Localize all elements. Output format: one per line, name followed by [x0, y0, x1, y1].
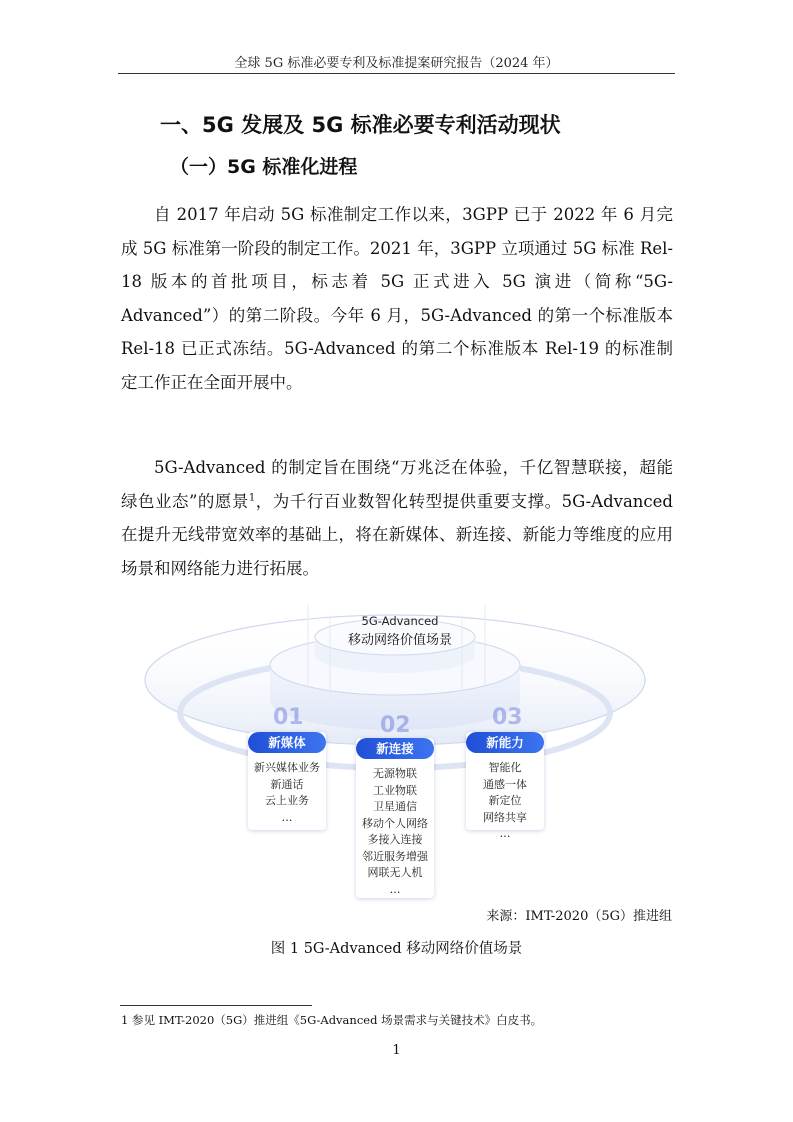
footnote: 1 参见 IMT-2020（5G）推进组《5G-Advanced 场景需求与关键技术》白皮书。: [121, 1013, 543, 1027]
card-new-connection: [356, 738, 434, 898]
list-item: …: [389, 882, 401, 896]
list-item: 网络共享: [483, 810, 527, 824]
card-number-02: 02: [380, 713, 411, 738]
list-item: 网联无人机: [367, 866, 423, 879]
figure-main-label: 移动网络价值场景: [347, 633, 452, 648]
card-title-new-media: 新媒体: [248, 732, 326, 753]
paragraph-5g-advanced: [121, 451, 673, 585]
list-item: 云上业务: [265, 794, 309, 807]
list-item: 移动个人网络: [362, 816, 428, 830]
figure-value-scenarios: [140, 605, 660, 900]
card-title-new-capability: 新能力: [466, 732, 544, 753]
figure-caption: 图 1 5G-Advanced 移动网络价值场景: [270, 941, 523, 957]
list-item: …: [499, 827, 511, 840]
list-item: …: [281, 810, 293, 824]
figure-top-label: 5G-Advanced: [361, 614, 439, 628]
list-item: 多接入连接: [367, 833, 423, 846]
running-header: 全球 5G 标准必要专利及标准提案研究报告（2024 年）: [234, 56, 559, 71]
footnote-ref[interactable]: 1: [248, 492, 256, 503]
list-item: 卫星通信: [373, 800, 417, 813]
card-list-new-connection: [356, 766, 434, 898]
figure-source: 来源：IMT-2020（5G）推进组: [486, 909, 672, 924]
card-new-capability: [466, 732, 544, 840]
list-item: 智能化: [488, 761, 522, 774]
list-item: 新定位: [488, 794, 522, 807]
list-item: 新兴媒体业务: [254, 761, 320, 774]
paragraph-text-2: ，为千行百业数智化转型提供重要支撑。5G-Advanced 在提升无线带宽效率的基础上，将在新媒体、新连接、新能力等维度的应用场景和网络能力进行拓展。: [121, 491, 673, 578]
card-number-01: 01: [273, 705, 304, 730]
card-number-03: 03: [492, 705, 523, 730]
paragraph-text-1: 5G-Advanced 的制定旨在围绕“万兆泛在体验，千亿智慧联接，超能绿色业态”的愿景: [121, 458, 673, 511]
section-heading: 一、5G 发展及 5G 标准必要专利活动现状: [160, 113, 561, 137]
subsection-heading: （一）5G 标准化进程: [170, 156, 358, 178]
list-item: 工业物联: [373, 783, 417, 797]
card-title-new-connection: 新连接: [356, 738, 434, 759]
list-item: 无源物联: [373, 767, 417, 780]
list-item: 邻近服务增强: [362, 849, 428, 863]
card-list-new-capability: [466, 760, 544, 843]
header-divider: [118, 73, 675, 74]
card-list-new-media: [248, 760, 326, 826]
footnote-divider: [120, 1005, 312, 1006]
list-item: 新通话: [270, 777, 304, 791]
paragraph-standardization: 自 2017 年启动 5G 标准制定工作以来，3GPP 已于 2022 年 6 月完成 5G 标准第一阶段的制定工作。2021 年，3GPP 立项通过 5G 标准 Rel-18 版本的首批项目，标志着 5G 正式进入 5G 演进（简称“5G-Advanced”）的第二阶段。今年 6 月，5G-Advanced 的第一个标准版本 Rel-18 已正式冻结。5G-Advanced 的第二个标准版本 Rel-19 的标准制定工作正在全面开展中。: [121, 205, 673, 392]
card-new-media: [248, 732, 326, 830]
list-item: 通感一体: [483, 777, 527, 791]
page-number: 1: [392, 1043, 401, 1058]
